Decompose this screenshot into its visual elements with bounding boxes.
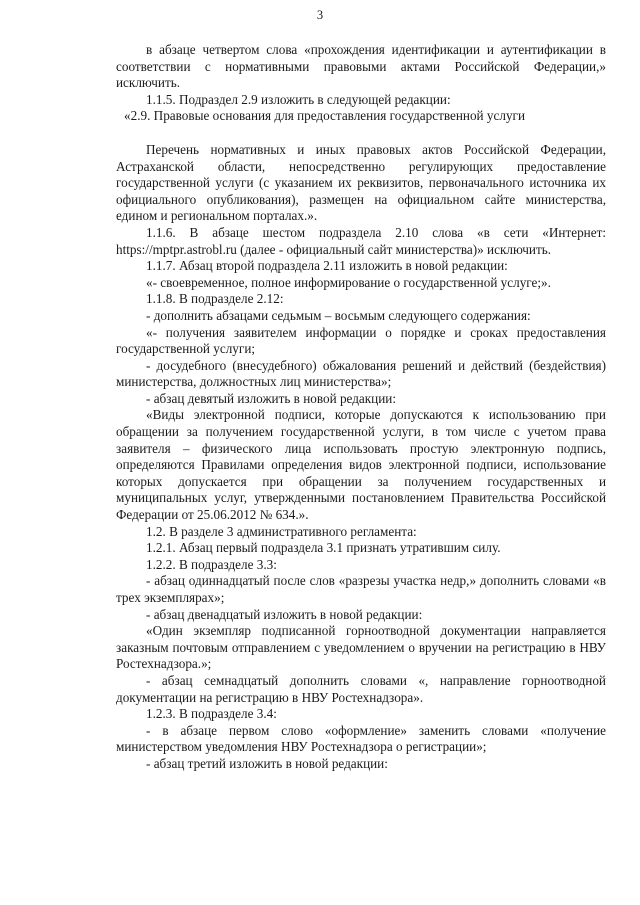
paragraph: 1.2.2. В подразделе 3.3: xyxy=(146,556,277,572)
paragraph: - абзац девятый изложить в новой редакции: xyxy=(146,390,397,406)
paragraph: Перечень нормативных и иных правовых актов Российской Федерации, Астраханской области, непосредственно регулирующих предоставление государственной услуги (с указанием их реквизитов, первоначального источника их официального опубликования), размещен на официальном сайте министерства, едином и региональном порталах.». xyxy=(116,141,606,224)
paragraph: 1.2. В разделе 3 административного регламента: xyxy=(146,523,417,539)
spacer xyxy=(116,125,606,142)
paragraph: «Виды электронной подписи, которые допускаются к использованию при обращении за получением государственной услуги, в том числе с учетом права заявителя – физического лица использовать простую электронную подпись, определяются Правилами определения видов электронной подписи, использование которых допускается при обращении за получением государственных и муниципальных услуг, утвержденными постановлением Правительства Российской Федерации от 25.06.2012 № 634.». xyxy=(116,407,606,523)
document-body xyxy=(116,42,606,773)
paragraph: - в абзаце первом слово «оформление» заменить словами «получение министерством уведомления НВУ Ростехнадзора о регистрации»; xyxy=(116,722,606,755)
paragraph: 1.1.6. В абзаце шестом подраздела 2.10 слова «в сети «Интернет: https://mptpr.astrobl.ru (далее - официальный сайт министерства)» исключить. xyxy=(116,224,606,257)
paragraph: - абзац семнадцатый дополнить словами «, направление горноотводной документации на регистрацию в НВУ Ростехнадзора». xyxy=(116,672,606,705)
paragraph: «Один экземпляр подписанной горноотводной документации направляется заказным почтовым отправлением с уведомлением о вручении на регистрацию в НВУ Ростехнадзора.»; xyxy=(116,623,606,672)
paragraph: в абзаце четвертом слова «прохождения идентификации и аутентификации в соответствии с нормативными правовыми актами Российской Федерации,» исключить. xyxy=(116,42,606,91)
paragraph: - дополнить абзацами седьмым – восьмым следующего содержания: xyxy=(146,307,531,323)
paragraph: «- получения заявителем информации о порядке и сроках предоставления государственной услуги; xyxy=(116,324,606,357)
paragraph: 1.1.5. Подраздел 2.9 изложить в следующей редакции: xyxy=(146,91,451,107)
paragraph: 1.2.1. Абзац первый подраздела 3.1 признать утратившим силу. xyxy=(146,540,501,556)
paragraph: - абзац одиннадцатый после слов «разрезы участка недр,» дополнить словами «в трех экземплярах»; xyxy=(116,573,606,605)
paragraph: 1.2.3. В подразделе 3.4: xyxy=(146,706,277,722)
paragraph: 1.1.7. Абзац второй подраздела 2.11 изложить в новой редакции: xyxy=(146,258,508,274)
paragraph: «- своевременное, полное информирование о государственной услуге;». xyxy=(146,274,551,290)
paragraph: 1.1.8. В подразделе 2.12: xyxy=(146,291,284,307)
section-heading: «2.9. Правовые основания для предоставления государственной услуги xyxy=(124,108,526,124)
paragraph: - абзац третий изложить в новой редакции: xyxy=(146,755,388,771)
paragraph: - абзац двенадцатый изложить в новой редакции: xyxy=(146,606,423,622)
page-number: 3 xyxy=(316,8,324,22)
paragraph: - досудебного (внесудебного) обжалования решений и действий (бездействия) министерства, должностных лиц министерства»; xyxy=(116,357,606,390)
